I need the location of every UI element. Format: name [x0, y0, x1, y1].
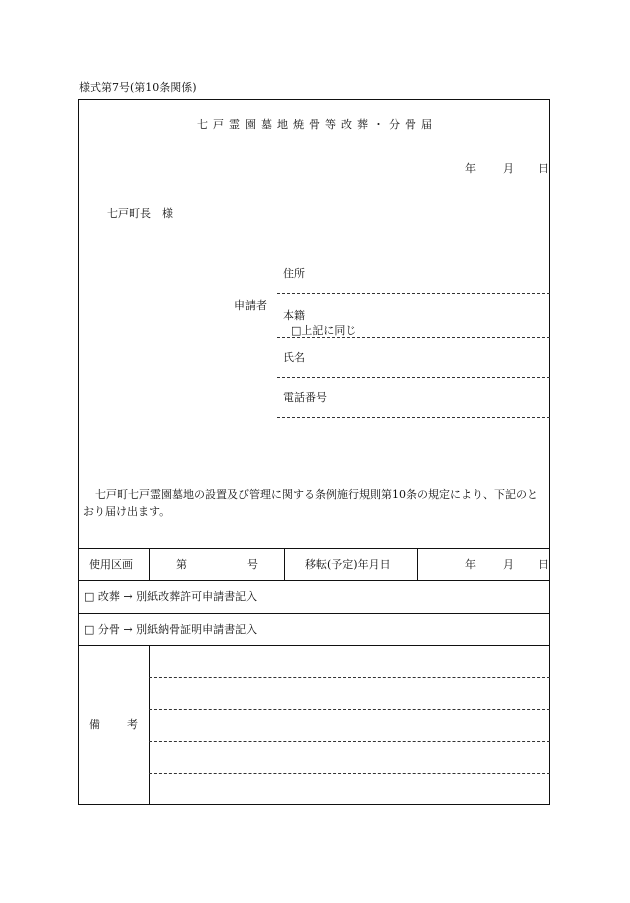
name-label: 氏名	[283, 351, 305, 364]
plot-dai-label: 第	[176, 558, 187, 571]
move-label-right-divider	[417, 548, 418, 580]
plot-label-divider	[149, 548, 150, 580]
row-divider	[78, 613, 550, 614]
remarks-line[interactable]	[149, 709, 550, 710]
address-field-line[interactable]	[277, 293, 550, 294]
date-year-label: 年	[465, 162, 476, 175]
bone-split-option[interactable]: □ 分骨 → 別紙納骨証明申請書記入	[84, 623, 258, 636]
date-month-label: 月	[503, 162, 514, 175]
row-divider	[78, 580, 550, 581]
form-title: 七戸霊園墓地焼骨等改葬・分骨届	[197, 118, 437, 131]
domicile-field-line[interactable]	[277, 337, 550, 338]
move-date-label: 移転(予定)年月日	[305, 558, 391, 571]
date-day-label: 日	[538, 162, 549, 175]
name-field-line[interactable]	[277, 377, 550, 378]
form-number: 様式第7号(第10条関係)	[79, 81, 197, 94]
move-label-left-divider	[284, 548, 285, 580]
move-month-label: 月	[503, 558, 514, 571]
same-as-above-checkbox[interactable]: □上記に同じ	[291, 324, 357, 337]
move-year-label: 年	[465, 558, 476, 571]
address-label: 住所	[283, 267, 305, 280]
addressee: 七戸町長 様	[107, 207, 173, 220]
reburial-option[interactable]: □ 改葬 → 別紙改葬許可申請書記入	[84, 590, 258, 603]
move-day-label: 日	[538, 558, 549, 571]
statement-text: 七戸町七戸霊園墓地の設置及び管理に関する条例施行規則第10条の規定により、下記のとおり届け出ます。	[83, 488, 538, 518]
remarks-line[interactable]	[149, 677, 550, 678]
domicile-label: 本籍	[283, 309, 305, 322]
applicant-label: 申請者	[234, 299, 267, 312]
phone-label: 電話番号	[283, 391, 327, 404]
remarks-line[interactable]	[149, 773, 550, 774]
plot-label: 使用区画	[89, 558, 133, 571]
phone-field-line[interactable]	[277, 417, 550, 418]
remarks-line[interactable]	[149, 741, 550, 742]
remarks-label-divider	[149, 645, 150, 805]
plot-go-label: 号	[247, 558, 258, 571]
remarks-label: 備 考	[89, 718, 146, 731]
